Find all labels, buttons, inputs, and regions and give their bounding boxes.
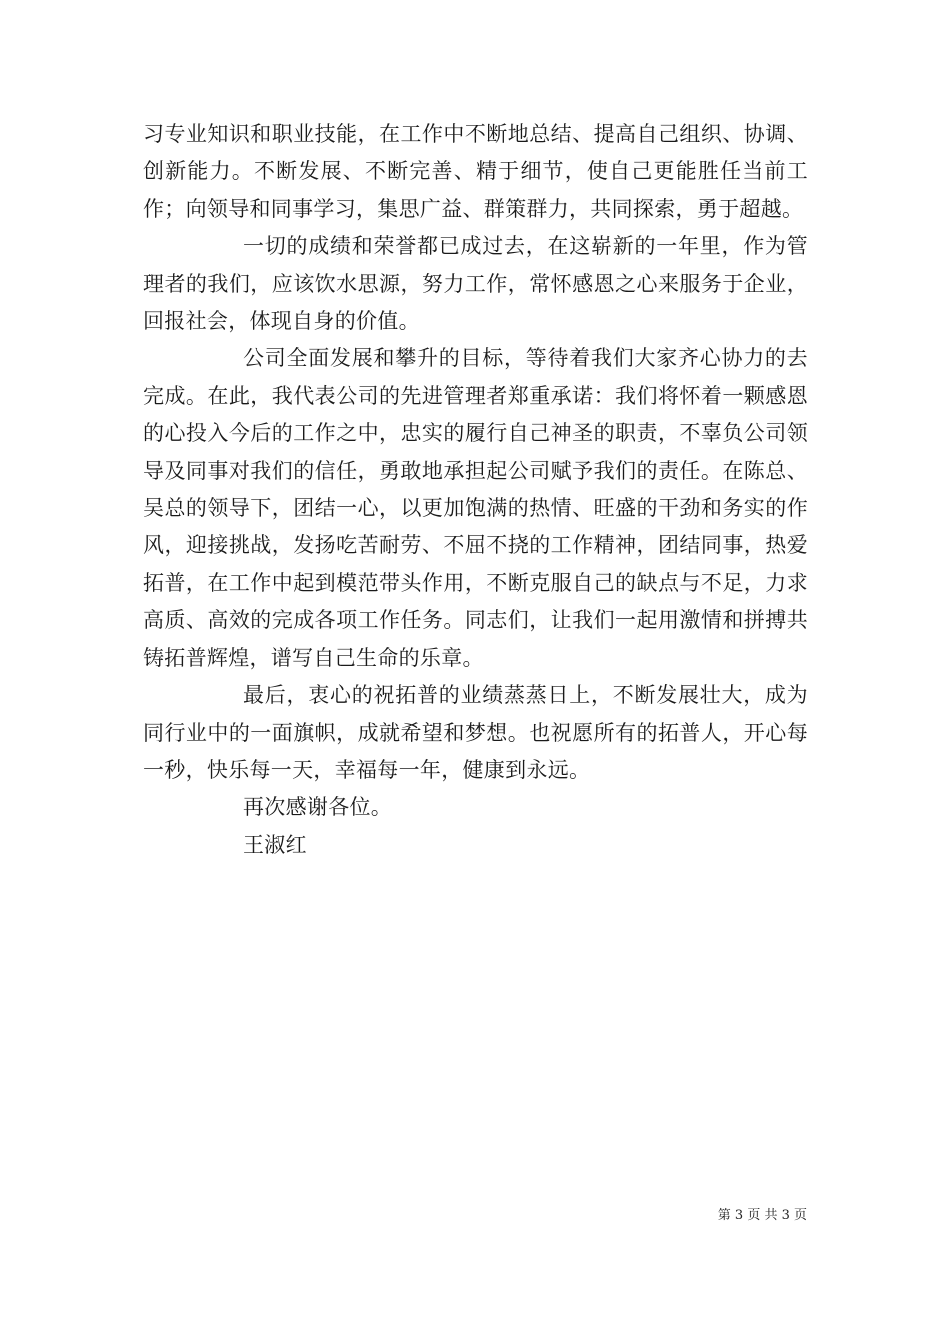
closing-thanks: 再次感谢各位。: [243, 795, 393, 820]
paragraph-wishes: 最后，衷心的祝拓普的业绩蒸蒸日上，不断发展壮大，成为同行业中的一面旗帜，成就希望和梦想。也祝愿所有的拓普人，开心每一秒，快乐每一天，幸福每一年，健康到永远。: [143, 683, 808, 782]
page-number: 第 3 页 共 3 页: [717, 1208, 807, 1223]
paragraph-continuation: 习专业知识和职业技能，在工作中不断地总结、提高自己组织、协调、创新能力。不断发展、不断完善、精于细节，使自己更能胜任当前工作；向领导和同事学习，集思广益、群策群力，共同探索，勇于超越。: [143, 122, 808, 221]
document-body: [143, 116, 808, 864]
paragraph-achievements: 一切的成绩和荣誉都已成过去，在这崭新的一年里，作为管理者的我们，应该饮水思源，努力工作，常怀感恩之心来服务于企业，回报社会，体现自身的价值。: [143, 234, 808, 334]
signature: 王淑红: [243, 832, 307, 857]
paragraph-commitment: 公司全面发展和攀升的目标，等待着我们大家齐心协力的去完成。在此，我代表公司的先进管理者郑重承诺：我们将怀着一颗感恩的心投入今后的工作之中，忠实的履行自己神圣的职责，不辜负公司领导及同事对我们的信任，勇敢地承担起公司赋予我们的责任。在陈总、吴总的领导下，团结一心，以更加饱满的热情、旺盛的干劲和务实的作风，迎接挑战，发扬吃苦耐劳、不屈不挠的工作精神，团结同事，热爱拓普，在工作中起到模范带头作用，不断克服自己的缺点与不足，力求高质、高效的完成各项工作任务。同志们，让我们一起用激情和拼搏共铸拓普辉煌，谱写自己生命的乐章。: [143, 346, 808, 670]
